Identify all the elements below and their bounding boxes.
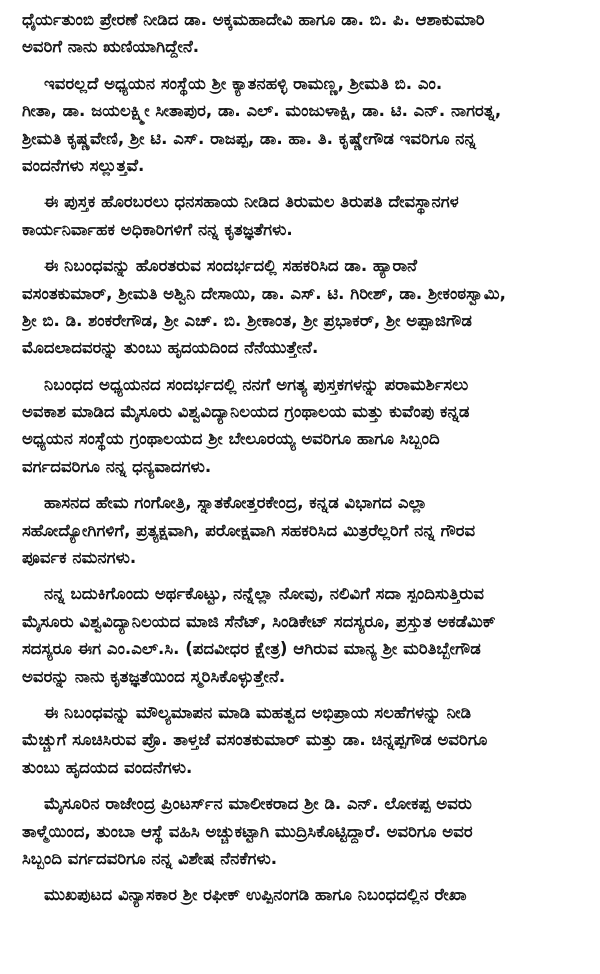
- text-line: ಮೊದಲಾದವರನ್ನು ತುಂಬು ಹೃದಯದಿಂದ ನೆನೆಯುತ್ತೇನೆ.: [22, 338, 319, 358]
- text-line: ಸಿಬ್ಬಂದಿ ವರ್ಗದವರಿಗೂ ನನ್ನ ವಿಶೇಷ ನೆನಕೆಗಳು.: [22, 848, 278, 868]
- paragraph: [22, 580, 594, 690]
- text-line: ಶ್ರೀಮತಿ ಕೃಷ್ಣವೇಣಿ, ಶ್ರೀ ಟಿ. ಎಸ್. ರಾಜಪ್ಪ, ಡಾ. ಹಾ. ತಿ. ಕೃಷ್ಣೇಗೌಡ ಇವರಿಗೂ ನನ್ನ: [22, 128, 476, 148]
- paragraph: [22, 252, 594, 362]
- paragraph: [22, 70, 594, 180]
- text-line: ಪೂರ್ವಕ ನಮನಗಳು.: [22, 548, 137, 568]
- text-line: ಅವರನ್ನು ನಾನು ಕೃತಜ್ಞತೆಯಿಂದ ಸ್ಮರಿಸಿಕೊಳ್ಳುತ್ತೇನೆ.: [22, 666, 286, 686]
- paragraph: [22, 881, 594, 908]
- text-line: ವಂದನೆಗಳು ಸಲ್ಲುತ್ತವೆ.: [22, 155, 145, 175]
- text-line: ವರ್ಗದವರಿಗೂ ನನ್ನ ಧನ್ಯವಾದಗಳು.: [22, 456, 212, 476]
- text-line: ತಾಳ್ಮೆಯಿಂದ, ತುಂಬಾ ಆಸ್ಥೆ ವಹಿಸಿ ಅಚ್ಚುಕಟ್ಟಾಗಿ ಮುದ್ರಿಸಿಕೊಟ್ಟಿದ್ದಾರೆ. ಅವರಿಗೂ ಅವರ: [22, 821, 473, 841]
- text-line: ವಸಂತಕುಮಾರ್, ಶ್ರೀಮತಿ ಅಶ್ವಿನಿ ದೇಸಾಯಿ, ಡಾ. ಎಸ್. ಟಿ. ಗಿರೀಶ್, ಡಾ. ಶ್ರೀಕಂಠಸ್ವಾಮಿ,: [22, 283, 506, 303]
- text-line: ಮೈಸೂರಿನ ರಾಜೇಂದ್ರ ಪ್ರಿಂಟರ್ಸ್‌ನ ಮಾಲೀಕರಾದ ಶ್ರೀ ಡಿ. ಎನ್. ಲೋಕಪ್ಪ ಅವರು: [44, 794, 472, 814]
- paragraph: [22, 489, 594, 571]
- paragraph: [22, 371, 594, 481]
- text-line: ಅವರಿಗೆ ನಾನು ಋಣಿಯಾಗಿದ್ದೇನೆ.: [22, 37, 200, 57]
- text-line: ಧೈರ್ಯತುಂಬಿ ಪ್ರೇರಣೆ ನೀಡಿದ ಡಾ. ಅಕ್ಕಮಹಾದೇವಿ ಹಾಗೂ ಡಾ. ಬಿ. ಪಿ. ಆಶಾಕುಮಾರಿ: [22, 10, 485, 29]
- text-line: ಮುಖಪುಟದ ವಿನ್ಯಾಸಕಾರ ಶ್ರೀ ರಫೀಕ್ ಉಪ್ಪಿನಂಗಡಿ ಹಾಗೂ ನಿಬಂಧದಲ್ಲಿನ ರೇಖಾ: [44, 885, 467, 905]
- text-line: ಅವಕಾಶ ಮಾಡಿದ ಮೈಸೂರು ವಿಶ್ವವಿದ್ಯಾನಿಲಯದ ಗ್ರಂಥಾಲಯ ಮತ್ತು ಕುವೆಂಪು ಕನ್ನಡ: [22, 402, 470, 422]
- paragraph: [22, 188, 594, 243]
- text-line: ಹಾಸನದ ಹೇಮ ಗಂಗೋತ್ರಿ, ಸ್ನಾತಕೋತ್ತರಕೇಂದ್ರ, ಕನ್ನಡ ವಿಭಾಗದ ಎಲ್ಲಾ: [44, 493, 428, 513]
- text-line: ಸದಸ್ಯರೂ ಈಗ ಎಂ.ಎಲ್.ಸಿ. (ಪದವೀಧರ ಕ್ಷೇತ್ರ) ಆಗಿರುವ ಮಾನ್ಯ ಶ್ರೀ ಮರಿತಿಬ್ಬೇಗೌಡ: [22, 639, 481, 659]
- paragraph: [22, 6, 594, 61]
- paragraph: [22, 699, 594, 781]
- text-line: ಮೆಚ್ಚುಗೆ ಸೂಚಿಸಿರುವ ಪ್ರೊ. ತಾಳ್ತಜೆ ವಸಂತಕುಮಾರ್ ಮತ್ತು ಡಾ. ಚಿನ್ನಪ್ಪಗೌಡ ಅವರಿಗೂ: [22, 730, 488, 750]
- text-line: ನನ್ನ ಬದುಕಿಗೊಂದು ಅರ್ಥಕೊಟ್ಟು, ನನ್ನೆಲ್ಲಾ ನೋವು, ನಲಿವಿಗೆ ಸದಾ ಸ್ಪಂದಿಸುತ್ತಿರುವ: [44, 584, 484, 604]
- text-line: ತುಂಬು ಹೃದಯದ ವಂದನೆಗಳು.: [22, 757, 193, 777]
- text-line: ಈ ನಿಬಂಧವನ್ನು ಹೊರತರುವ ಸಂದರ್ಭದಲ್ಲಿ ಸಹಕರಿಸಿದ ಡಾ. ಹ್ಯಾರಾನೆ: [44, 256, 418, 276]
- text-line: ಮೈಸೂರು ವಿಶ್ವವಿದ್ಯಾನಿಲಯದ ಮಾಜಿ ಸೆನೆಟ್, ಸಿಂಡಿಕೇಟ್ ಸದಸ್ಯರೂ, ಪ್ರಸ್ತುತ ಅಕಡೆಮಿಕ್: [22, 611, 496, 631]
- text-line: ಈ ನಿಬಂಧವನ್ನು ಮೌಲ್ಯಮಾಪನ ಮಾಡಿ ಮಹತ್ವದ ಅಭಿಪ್ರಾಯ ಸಲಹೆಗಳನ್ನು ನೀಡಿ: [44, 702, 472, 722]
- paragraph: [22, 790, 594, 872]
- text-line: ಸಹೋದ್ಯೋಗಿಗಳಿಗೆ, ಪ್ರತ್ಯಕ್ಷವಾಗಿ, ಪರೋಕ್ಷವಾಗಿ ಸಹಕರಿಸಿದ ಮಿತ್ರರೆಲ್ಲರಿಗೆ ನನ್ನ ಗೌರವ: [22, 520, 476, 540]
- text-line: ಅಧ್ಯಯನ ಸಂಸ್ಥೆಯ ಗ್ರಂಥಾಲಯದ ಶ್ರೀ ಬೇಲೂರಯ್ಯ ಅವರಿಗೂ ಹಾಗೂ ಸಿಬ್ಬಂದಿ: [22, 429, 440, 449]
- text-line: ನಿಬಂಧದ ಅಧ್ಯಯನದ ಸಂದರ್ಭದಲ್ಲಿ ನನಗೆ ಅಗತ್ಯ ಪುಸ್ತಕಗಳನ್ನು ಪರಾಮರ್ಶಿಸಲು: [44, 374, 469, 394]
- text-line: ಶ್ರೀ ಬಿ. ಡಿ. ಶಂಕರೇಗೌಡ, ಶ್ರೀ ಎಚ್. ಬಿ. ಶ್ರೀಕಾಂತ, ಶ್ರೀ ಪ್ರಭಾಕರ್, ಶ್ರೀ ಅಪ್ಪಾಜಿಗೌಡ: [22, 310, 472, 330]
- text-line: ಗೀತಾ, ಡಾ. ಜಯಲಕ್ಷ್ಮೀ ಸೀತಾಪುರ, ಡಾ. ಎಲ್. ಮಂಜುಳಾಕ್ಷಿ, ಡಾ. ಟಿ. ಎನ್. ನಾಗರತ್ನ,: [22, 101, 502, 121]
- text-line: ಇವರಲ್ಲದೆ ಅಧ್ಯಯನ ಸಂಸ್ಥೆಯ ಶ್ರೀ ಕ್ಯಾತನಹಳ್ಳಿ ರಾಮಣ್ಣ, ಶ್ರೀಮತಿ ಬಿ. ಎಂ.: [44, 73, 443, 93]
- text-line: ಕಾರ್ಯನಿರ್ವಾಹಕ ಅಧಿಕಾರಿಗಳಿಗೆ ನನ್ನ ಕೃತಜ್ಞತೆಗಳು.: [22, 219, 293, 239]
- text-line: ಈ ಪುಸ್ತಕ ಹೊರಬರಲು ಧನಸಹಾಯ ನೀಡಿದ ತಿರುಮಲ ತಿರುಪತಿ ದೇವಸ್ಥಾನಗಳ: [44, 192, 459, 212]
